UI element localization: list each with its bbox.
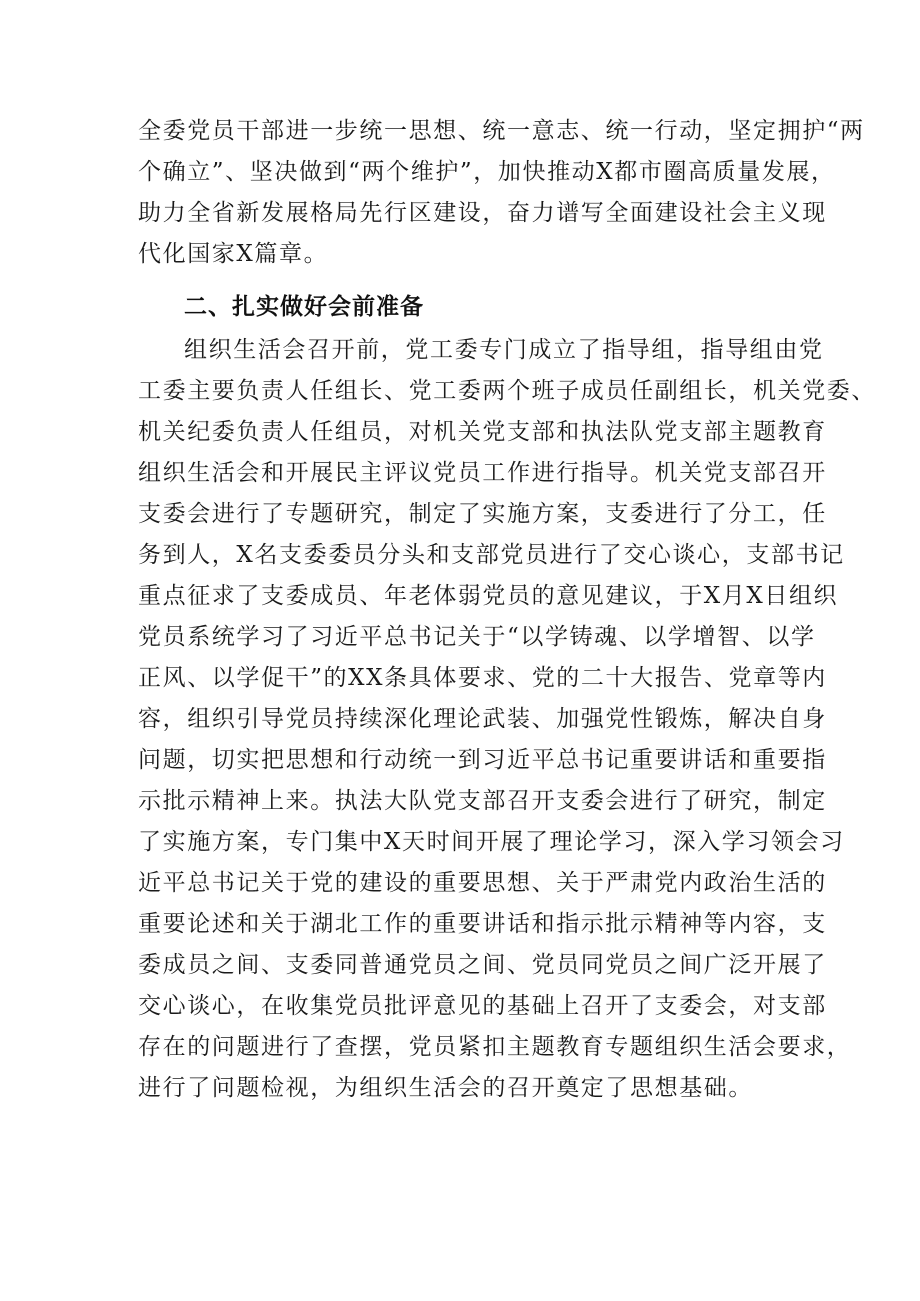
text-line: 个确立”、坚决做到“两个维护”，加快推动X都市圈高质量发展，: [138, 159, 836, 185]
text-line: 重要论述和关于湖北工作的重要讲话和指示批示精神等内容，支: [138, 911, 827, 937]
text-line: 问题，切实把思想和行动统一到习近平总书记重要讲话和重要指: [138, 747, 827, 773]
text-line: 存在的问题进行了查摆，党员紧扣主题教育专题组织生活会要求，: [138, 1034, 852, 1060]
text-line: 近平总书记关于党的建设的重要思想、关于严肃党内政治生活的: [138, 870, 827, 896]
text-line: 交心谈心，在收集党员批评意见的基础上召开了支委会，对支部: [138, 993, 827, 1019]
text-line: 务到人，X名支委委员分头和支部党员进行了交心谈心，支部书记: [138, 542, 845, 568]
text-line: 容，组织引导党员持续深化理论武装、加强党性锻炼，解决自身: [138, 706, 827, 732]
text-line: 代化国家X篇章。: [138, 241, 329, 267]
text-line: 委成员之间、支委同普通党员之间、党员同党员之间广泛开展了: [138, 952, 827, 978]
text-line: 组织生活会召开前，党工委专门成立了指导组，指导组由党: [184, 337, 824, 363]
text-line: 支委会进行了专题研究，制定了实施方案，支委进行了分工，任: [138, 501, 827, 527]
text-line: 示批示精神上来。执法大队党支部召开支委会进行了研究，制定: [138, 788, 827, 814]
text-line: 机关纪委负责人任组员，对机关党支部和执法队党支部主题教育: [138, 419, 827, 445]
text-line: 进行了问题检视，为组织生活会的召开奠定了思想基础。: [138, 1075, 753, 1101]
text-line: 工委主要负责人任组长、党工委两个班子成员任副组长，机关党委、: [138, 378, 876, 404]
text-line: 正风、以学促干”的XX条具体要求、党的二十大报告、党章等内: [138, 665, 827, 691]
text-line: 重点征求了支委成员、年老体弱党员的意见建议，于X月X日组织: [138, 583, 839, 609]
text-line: 组织生活会和开展民主评议党员工作进行指导。机关党支部召开: [138, 460, 827, 486]
paragraph-continuation: [138, 111, 865, 275]
text-line: 助力全省新发展格局先行区建设，奋力谱写全面建设社会主义现: [138, 200, 827, 226]
section-heading: 二、扎实做好会前准备: [184, 294, 424, 320]
text-line: 党员系统学习了习近平总书记关于“以学铸魂、以学增智、以学: [138, 624, 816, 650]
text-line: 全委党员干部进一步统一思想、统一意志、统一行动，坚定拥护“两: [138, 118, 865, 144]
paragraph-meeting-preparation: [138, 330, 876, 1109]
text-line: 了实施方案，专门集中X天时间开展了理论学习，深入学习领会习: [138, 829, 845, 855]
